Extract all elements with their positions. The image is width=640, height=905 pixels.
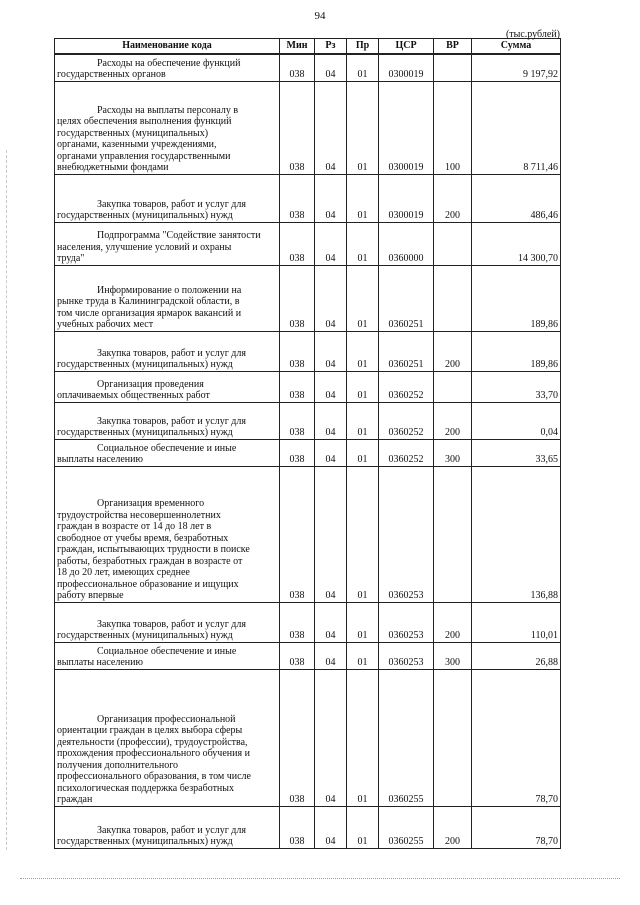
cell-name-line: ориентации граждан в целях выбора сферы [57,725,243,736]
cell-vr: 200 [434,806,472,848]
cell-min: 038 [280,602,315,642]
cell-rz: 04 [315,371,347,402]
cell-name-line: трудоустройства несовершеннолетних [57,509,221,521]
cell-name-line: Расходы на выплаты персоналу в [97,104,239,116]
cell-csr: 0300019 [379,54,434,81]
cell-csr: 0360253 [379,466,434,602]
cell-sum: 14 300,70 [472,222,561,265]
cell-rz: 04 [315,642,347,669]
table-row [55,265,561,331]
cell-name-line: профессионального образования, в том числе [57,771,251,782]
table-body [55,54,561,848]
table-header-row [55,39,561,55]
cell-pr: 01 [347,466,379,602]
cell-vr [434,265,472,331]
table-row [55,602,561,642]
cell-min: 038 [280,669,315,806]
cell-name-line: государственных (муниципальных) нужд [57,359,233,370]
cell-name-line: Социальное обеспечение и иные [97,645,237,657]
table-row [55,669,561,806]
cell-min: 038 [280,265,315,331]
cell-rz: 04 [315,265,347,331]
cell-pr: 01 [347,81,379,174]
cell-min: 038 [280,806,315,848]
cell-name [55,642,280,669]
cell-min: 038 [280,222,315,265]
cell-rz: 04 [315,222,347,265]
cell-min: 038 [280,402,315,439]
cell-rz: 04 [315,439,347,466]
cell-vr: 300 [434,439,472,466]
cell-name-line: государственных (муниципальных) нужд [57,630,233,641]
header-min: Мин [280,39,315,55]
cell-name-line: государственных (муниципальных) нужд [57,836,233,847]
cell-sum: 8 711,46 [472,81,561,174]
cell-sum: 78,70 [472,669,561,806]
cell-name [55,174,280,222]
cell-csr: 0360253 [379,602,434,642]
cell-name [55,222,280,265]
cell-rz: 04 [315,54,347,81]
cell-csr: 0360252 [379,371,434,402]
cell-name-line: органами управления государственными [57,150,231,162]
cell-vr: 200 [434,402,472,439]
cell-sum: 189,86 [472,331,561,371]
cell-min: 038 [280,331,315,371]
cell-pr: 01 [347,54,379,81]
cell-csr: 0360253 [379,642,434,669]
cell-name-line: том числе организация ярмарок вакансий и [57,307,242,319]
cell-name-line: Информирование о положении на [97,284,242,296]
cell-vr [434,222,472,265]
cell-csr: 0360251 [379,331,434,371]
cell-csr: 0360251 [379,265,434,331]
cell-sum: 136,88 [472,466,561,602]
units-label: (тыс.рублей) [505,29,560,40]
cell-pr: 01 [347,669,379,806]
cell-pr: 01 [347,265,379,331]
cell-pr: 01 [347,602,379,642]
cell-name-line: выплаты населению [57,657,143,668]
cell-name-line: граждан [57,794,93,805]
cell-min: 038 [280,642,315,669]
cell-name-line: профессиональное образование и ищущих [57,578,239,590]
table-row [55,806,561,848]
cell-vr: 200 [434,331,472,371]
cell-name [55,402,280,439]
scan-margin-line [6,150,8,850]
cell-name-line: внебюджетными фондами [57,162,169,173]
cell-name-line: 18 до 20 лет, имеющих среднее [57,567,190,578]
cell-rz: 04 [315,669,347,806]
cell-pr: 01 [347,402,379,439]
cell-name-line: Закупка товаров, работ и услуг для [97,618,246,630]
table-row [55,331,561,371]
cell-name [55,265,280,331]
header-pr: Пр [347,39,379,55]
cell-rz: 04 [315,81,347,174]
cell-name-line: выплаты населению [57,454,143,465]
page-number: 94 [314,10,326,22]
cell-name [55,371,280,402]
cell-min: 038 [280,439,315,466]
cell-sum: 189,86 [472,265,561,331]
table-row [55,222,561,265]
cell-min: 038 [280,466,315,602]
cell-name [55,439,280,466]
cell-pr: 01 [347,642,379,669]
header-vr: ВР [434,39,472,55]
cell-min: 038 [280,174,315,222]
table-row [55,642,561,669]
cell-name-line: государственных (муниципальных) [57,127,209,139]
table-row [55,371,561,402]
table-row [55,54,561,81]
cell-vr: 100 [434,81,472,174]
header-rz: Рз [315,39,347,55]
cell-name-line: Закупка товаров, работ и услуг для [97,198,246,210]
cell-vr: 200 [434,174,472,222]
cell-name-line: Закупка товаров, работ и услуг для [97,347,246,359]
cell-rz: 04 [315,806,347,848]
cell-rz: 04 [315,174,347,222]
header-sum: Сумма [472,39,561,55]
cell-name-line: учебных рабочих мест [57,319,154,330]
scan-bottom-line [20,878,620,880]
cell-pr: 01 [347,222,379,265]
cell-name-line: Организация временного [97,498,205,509]
cell-sum: 110,01 [472,602,561,642]
cell-csr: 0360252 [379,439,434,466]
cell-csr: 0300019 [379,174,434,222]
cell-name [55,466,280,602]
cell-name-line: граждан, испытывающих трудности в поиске [57,544,250,555]
cell-name [55,669,280,806]
cell-name-line: деятельности (профессии), трудоустройства, [57,736,248,748]
cell-name-line: оплачиваемых общественных работ [57,390,210,401]
cell-name-line: Организация профессиональной [97,713,236,725]
cell-csr: 0360252 [379,402,434,439]
cell-pr: 01 [347,371,379,402]
cell-vr [434,54,472,81]
cell-sum: 26,88 [472,642,561,669]
cell-rz: 04 [315,402,347,439]
cell-sum: 78,70 [472,806,561,848]
cell-name-line: органами, казенными учреждениями, [57,139,217,150]
cell-name-line: труда" [57,253,85,264]
cell-name-line: государственных (муниципальных) нужд [57,210,233,221]
cell-csr: 0360255 [379,806,434,848]
cell-name-line: Социальное обеспечение и иные [97,442,237,454]
cell-name-line: Закупка товаров, работ и услуг для [97,824,246,836]
table-row [55,466,561,602]
cell-min: 038 [280,371,315,402]
cell-rz: 04 [315,331,347,371]
cell-name [55,81,280,174]
cell-pr: 01 [347,806,379,848]
cell-name-line: населения, улучшение условий и охраны [57,241,232,253]
cell-name-line: государственных органов [57,69,166,80]
table-row [55,439,561,466]
budget-table [54,38,561,849]
cell-name-line: Закупка товаров, работ и услуг для [97,415,246,427]
cell-min: 038 [280,81,315,174]
cell-pr: 01 [347,439,379,466]
header-csr: ЦСР [379,39,434,55]
cell-name-line: Расходы на обеспечение функций [97,57,241,69]
cell-name-line: свободное от учебы время, безработных [57,532,229,544]
cell-sum: 33,65 [472,439,561,466]
cell-pr: 01 [347,331,379,371]
cell-pr: 01 [347,174,379,222]
cell-name-line: граждан в возрасте от 14 до 18 лет в [57,521,212,532]
cell-rz: 04 [315,602,347,642]
table-row [55,402,561,439]
cell-vr: 200 [434,602,472,642]
cell-name [55,54,280,81]
table-row [55,81,561,174]
cell-vr [434,669,472,806]
cell-name-line: получения дополнительного [57,759,179,771]
cell-vr [434,371,472,402]
cell-min: 038 [280,54,315,81]
cell-csr: 0360000 [379,222,434,265]
cell-vr [434,466,472,602]
cell-name-line: Подпрограмма "Содействие занятости [97,230,261,241]
cell-name-line: психологическая поддержка безработных [57,782,235,794]
cell-name [55,806,280,848]
cell-name-line: работы, безработных граждан в возрасте от [57,555,243,567]
cell-csr: 0300019 [379,81,434,174]
cell-csr: 0360255 [379,669,434,806]
cell-sum: 0,04 [472,402,561,439]
cell-sum: 9 197,92 [472,54,561,81]
cell-rz: 04 [315,466,347,602]
cell-sum: 33,70 [472,371,561,402]
cell-name-line: Организация проведения [97,378,204,390]
cell-name-line: целях обеспечения выполнения функций [57,116,232,127]
cell-name-line: прохождения профессионального обучения и [57,748,250,759]
cell-vr: 300 [434,642,472,669]
header-name: Наименование кода [55,39,280,55]
cell-name-line: рынке труда в Калининградской области, в [57,296,240,307]
cell-name-line: государственных (муниципальных) нужд [57,427,233,438]
cell-name [55,602,280,642]
cell-name [55,331,280,371]
cell-name-line: работу впервые [57,590,124,601]
cell-sum: 486,46 [472,174,561,222]
table-row [55,174,561,222]
